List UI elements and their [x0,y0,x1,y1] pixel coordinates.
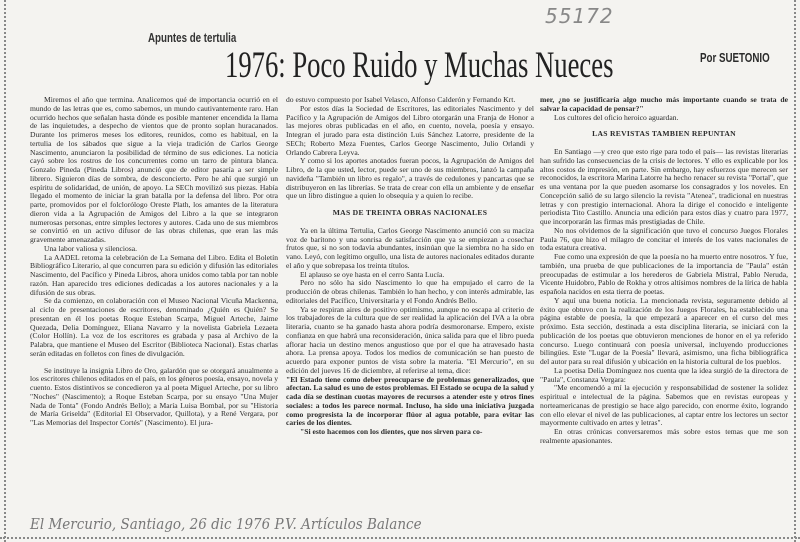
column-2 [286,96,534,437]
article-title: 1976: Poco Ruido y Muchas Nueces [225,45,614,86]
subheading: MAS DE TREINTA OBRAS NACIONALES [332,208,488,217]
paragraph: La AADEL retoma la celebración de La Semana del Libro. Edita el Boletín Bibliográfico Literario, al que concurren para su edición y difusión las editoriales Nascimento, del Pacífico y Pineda Libros, ahora unidos como tabla por tan noble razón. Han aparecido tres ediciones dedicadas a los autores nacionales y a la difusión de sus obras. [30,252,278,297]
page-edge-right [794,0,796,542]
column-1 [30,96,278,428]
paragraph: Los cultores del oficio heroico aguardan. [554,112,679,122]
quote-paragraph: "Si esto hacemos con los dientes, que nos sirven para co- [300,427,483,436]
paragraph: Por estos días la Sociedad de Escritores, las editoriales Nascimento y del Pacífico y la Agrupación de Amigos del Libro otorgarán una Franja de Honor a las mejores obras publicadas en el año, en cuento, novela, poesía y ensayo. Integran el jurado para esta distinción Luis Sánchez Latorre, presidente de la SECh; Roberto Meza Fuentes, Carlos George Nascimento, Julio Orlandi y Orlando Cabrera Leyva. [286,103,534,157]
subheading: LAS REVISTAS TAMBIEN REPUNTAN [592,129,736,139]
paragraph: No nos olvidemos de la significación que tuvo el concurso Juegos Florales Paula 76, que hizo el milagro de concitar el interés de los vates nacionales de toda estatura creativa. [540,225,788,253]
quote-paragraph: mer, ¿no se justificaría algo mucho más importante cuando se trata de salvar la capacidad de pensar?" [540,95,788,113]
paragraph: Se da comienzo, en colaboración con el Museo Nacional Vicuña Mackenna, al ciclo de presentaciones de escritores, denominado ¿Quién es Quién? Se presentan en él los poetas Roque Esteban Scarpa, Miguel Arteche, Jaime Quezada, Delia Domínguez, Eliana Navarro y la novelista Gabriela Lezaeta (Color Hollín). La voz de los escritores es grabada y pasa al Archivo de la Palabra, que mantiene el Museo del Escritor (Biblioteca Nacional). Estas charlas serán editadas en folletos con fines de divulgación. [30,296,278,358]
paragraph: Y aquí una buena noticia. La mencionada revista, seguramente debido al éxito que obtuvo con la realización de los Juegos Florales, ha establecido una página estable de poesía, la que empezará a aparecer en el curso del mes próximo. Esta sección, destinada a esta disciplina literaria, se iniciará con la publicación de los poetas que obtuvieron menciones de honor en el ya referido concurso. Luego continuará con poesía universal, incluyendo producciones bilingües. Este "Lugar de la Poesía" llevará, asimismo, una ficha bibliográfica del autor para su real difusión y ubicación en la historia cultural de los pueblos. [540,295,788,366]
paragraph: El aplauso se oye hasta en el cerro Santa Lucía. [300,269,445,279]
paragraph: "Me encomendó a mí la ejecución y responsabilidad de sostener la solidez espiritual e intelectual de la página. Sabemos que en revistas europeas y norteamericanas de prestigio se hace algo parecido, con enorme éxito, logrando con ello elevar el nivel de las publicaciones, al captar entre los lectores un sector mayormente cultivado en artes y letras". [540,383,788,428]
paragraph: En otras crónicas conversaremos más sobre estos temas que me son realmente apasionantes. [540,427,788,445]
paragraph: Se instituye la insignia Libro de Oro, galardón que se otorgará anualmente a los escritores chilenos editados en el país, en los géneros poesía, ensayo, novela y cuento. Estos distintivos se concedieron ya al poeta Miguel Arteche, por su libro "Noches" (Nascimento); a Roque Esteban Scarpa, por su ensayo "Una Mujer Nada de Tonta" (Fondo Andrés Bello); a María Luisa Bombal, por su "Historia de María Griselda" (Editorial El Observador, Quillota), y a René Vergara, por "Las Memorias del Inspector Cortés" (Nascimento). El jura- [30,365,278,427]
section-kicker: Apuntes de tertulia [148,30,237,45]
paragraph: Ya en la última Tertulia, Carlos George Nascimento anunció con su maciza voz de barítono y una sonrisa de satisfacción que ya se empiezan a cosechar frutos que, si no son todavía abundantes, insinúan que la siembra no ha sido en vano. Leyó, con legítimo orgullo, una lista de autores nacionales editados durante el año y que sobrepasa los treinta títulos. [286,225,534,270]
paragraph: Fue como una expresión de que la poesía no ha muerto entre nosotros. Y fue, también, una prueba de que publicaciones de la importancia de "Paula" están preocupadas de estimular a los herederos de Gabriela Mistral, Pablo Neruda, Vicente Huidobro, Pablo de Rokha y otros altísimos nombres de la lírica de habla española nacidos en esta tierra de poetas. [540,252,788,296]
paragraph: Y como si los aportes anotados fueran pocos, la Agrupación de Amigos del Libro, de la que usted, lector, puede ser uno de sus miembros, lanzó la campaña navideña "También un libro es regalo", a través de cedulones y pancartas que se distribuyeron en las librerías. Se trata de crear con ella un ambiente y de enseñar que un libro distingue a quien lo obsequia y a quien lo recibe. [286,156,534,201]
column-3 [540,96,788,446]
page-edge-left [4,0,6,542]
paragraph: Una labor valiosa y silenciosa. [44,243,137,253]
archive-number: 55172 [545,4,614,28]
quote-paragraph: "El Estado tiene como deber preocuparse de problemas generalizados, que afectan. La salud es uno de estos problemas. El Estado se ocupa de la salud y cada día se destinan cuotas mayores de recursos a atender este y otros fines sociales: a todos les parece normal. Incluso, ha sido una iniciativa juzgada como progresista la de incorporar flúor al agua potable, para evitar las caries de los dientes. [286,374,534,428]
paragraph: do estuvo compuesto por Isabel Velasco, Alfonso Calderón y Fernando Krt. [286,95,516,104]
paragraph: Ya se respiran aires de positivo optimismo, aunque no escapa al criterio de los trabajadores de la cultura que de ser realidad la aplicación del IVA a la obra literaria, cuanto se ha ganado hasta ahora podría desmoronarse. Empero, existe confianza en que habrá una reconsideración, única salida para que el libro pueda aflorar hacia un destino menos angustioso que por el que ha atravesado hasta ahora. La prensa apoya. Todos los medios de comunicación se han puesto de acuerdo para exponer puntos de vista sobre la materia. "El Mercurio", en su edición del jueves 16 de diciembre, al referirse al tema, dice: [286,304,534,375]
paragraph: En Santiago —y creo que esto rige para todo el país— las revistas literarias han sufrido las consecuencias de la crisis de lectores. Y ello es explicable por los altos costos de impresión, en parte. Sin embargo, hay esfuerzos que merecen ser reconocidos, la escritora Marina Latorre ha hecho renacer su revista "Portal", que es una ventana por la que pueden asomarse los consagrados y los noveles. En Concepción salió de su largo silencio la revista "Atenea", tradicional en nuestras letras y con prestigio internacional. Ahora la dirige el conocido e inteligente periodista Tito Castillo. Anuncia una edición para estos días y cuatro para 1977, que incorporarán las firmas más prestigiadas de Chile. [540,147,788,226]
handwritten-note: El Mercurio, Santiago, 26 dic 1976 P.V. Artículos Balance [30,515,422,533]
paragraph: La poetisa Delia Domínguez nos cuenta que la idea surgió de la directora de "Paula", Constanza Vergara: [540,365,788,384]
paragraph: Pero no sólo ha sido Nascimento lo que ha empujado el carro de la producción de obras chilenas. También lo han hecho, y con interés admirable, las editoriales del Pacífico, Universitaria y el Fondo Andrés Bello. [286,278,534,305]
page-edge-bottom [0,537,800,539]
paragraph: Miremos el año que termina. Analicemos qué de importancia ocurrió en el mundo de las letras que es, como sabemos, un mundo cautivantemente raro. Han ocurrido hechos que señalan hasta dónde es posible mantener encendida la llama de las inquietudes, a despecho de vientos que de pronto soplan huracanados. Durante los primeros meses los editores, reunidos, como es habitual, en la tertulia de los sábados que sigue a la vieja tradición de Carlos George Nascimento, anunciaron la posibilidad de término de sus ediciones. La noticia cayó sobre los rostros de los concurrentes como un tarro de pintura blanca. Gonzalo Pineda (Pineda Libros) anunció que de editor pasaría a ser simple librero. Siguieron días de sombra, de desconcierto. Pero he ahí que surgió un espíritu de solidaridad, de unión, de apoyo. La SECh movilizó sus piezas. Había llegado el momento de iniciar la gran batalla por la defensa del libro. Por otra parte, promovidos por el folclorólogo Oreste Plath, los amantes de la literatura dieron vida a la Agrupación de Amigos del Libro a la que se integraron numerosas personas, entre simples lectores y autores. Cada uno de sus miembros se convirtió en un activo difusor de las obras chilenas, que eran las más gravemente amenazadas. [30,95,278,244]
byline: Por SUETONIO [700,50,770,65]
